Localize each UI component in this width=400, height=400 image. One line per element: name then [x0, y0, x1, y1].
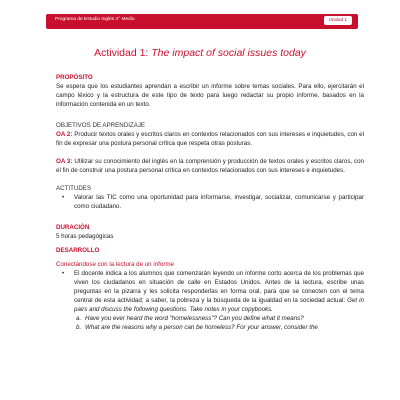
- question-text: Have you ever heard the word "homelessness"? Can you define what it means?: [85, 314, 304, 322]
- question-text: What are the reasons why a person can be homeless? For your answer, consider the: [85, 323, 318, 331]
- list-item: [56, 270, 364, 315]
- question-item: [56, 315, 364, 324]
- question-marker: a.: [76, 314, 82, 322]
- desarrollo-subheading: Conectándose con la lectura de un informe: [56, 260, 174, 268]
- objetivos-heading: OBJETIVOS DE APRENDIZAJE: [56, 121, 146, 129]
- program-name: Programa de Estudio Inglés 4° Medio: [55, 17, 135, 22]
- question-item: [56, 324, 364, 333]
- oa3-text: Utilizar su conocimiento del inglés en la comprensión y producción de textos orales y escritos claros, con el fin de construir una postura personal crítica en contextos relacionados con sus intereses e inquietudes.: [56, 157, 364, 174]
- desarrollo-instruction: Get in pairs and discuss the following questions. Take notes in your copybooks.: [74, 296, 364, 313]
- oa2-code: OA 2:: [56, 130, 73, 138]
- actitudes-list: [56, 194, 364, 212]
- oa3-code: OA 3:: [56, 157, 73, 165]
- oa2-text: Producir textos orales y escritos claros en contextos relacionados con sus intereses e inquietudes, con el fin de expresar una postura personal crítica que respeta otras posturas.: [56, 130, 364, 147]
- question-marker: b.: [76, 323, 82, 331]
- oa2-paragraph: [56, 131, 364, 149]
- proposito-heading: PROPÓSITO: [56, 74, 93, 81]
- title-topic: The impact of social issues today: [151, 47, 306, 59]
- list-item: • Valorar las TIC como una oportunidad para informarse, investigar, socializar, comunicarse y participar como ciudadano.: [56, 194, 364, 212]
- proposito-text: Se espera que los estudiantes aprendan a escribir un informe sobre temas sociales. Para ello, ejercitarán el campo léxico y la estructura de este tipo de texto para luego redactar su propio informe, basados en la información contenida en un texto.: [56, 82, 364, 108]
- desarrollo-list: [56, 270, 364, 315]
- desarrollo-text: El docente indica a los alumnos que comenzarán leyendo un informe corto acerca de los problemas que viven los ciudadanos en situación de calle en Estados Unidos. Antes de la lectura, escribe unas preguntas en la pizarra y les solicita responderlas en forma oral, para que se conecten con el tema central de esta actividad; a saber, la pobreza y la búsqueda de la igualdad en la sociedad actual:: [74, 269, 364, 304]
- unit-badge: Unidad 1: [324, 16, 352, 25]
- header-bar: [46, 14, 358, 29]
- oa3-paragraph: [56, 158, 364, 176]
- page-title: [0, 46, 400, 61]
- title-prefix: Actividad 1:: [94, 47, 152, 59]
- duracion-heading: DURACIÓN: [56, 223, 90, 231]
- duracion-text: 5 horas pedagógicas: [56, 232, 114, 240]
- actitudes-heading: ACTITUDES: [56, 184, 92, 192]
- desarrollo-heading: DESARROLLO: [56, 246, 100, 254]
- content-body: [56, 74, 364, 333]
